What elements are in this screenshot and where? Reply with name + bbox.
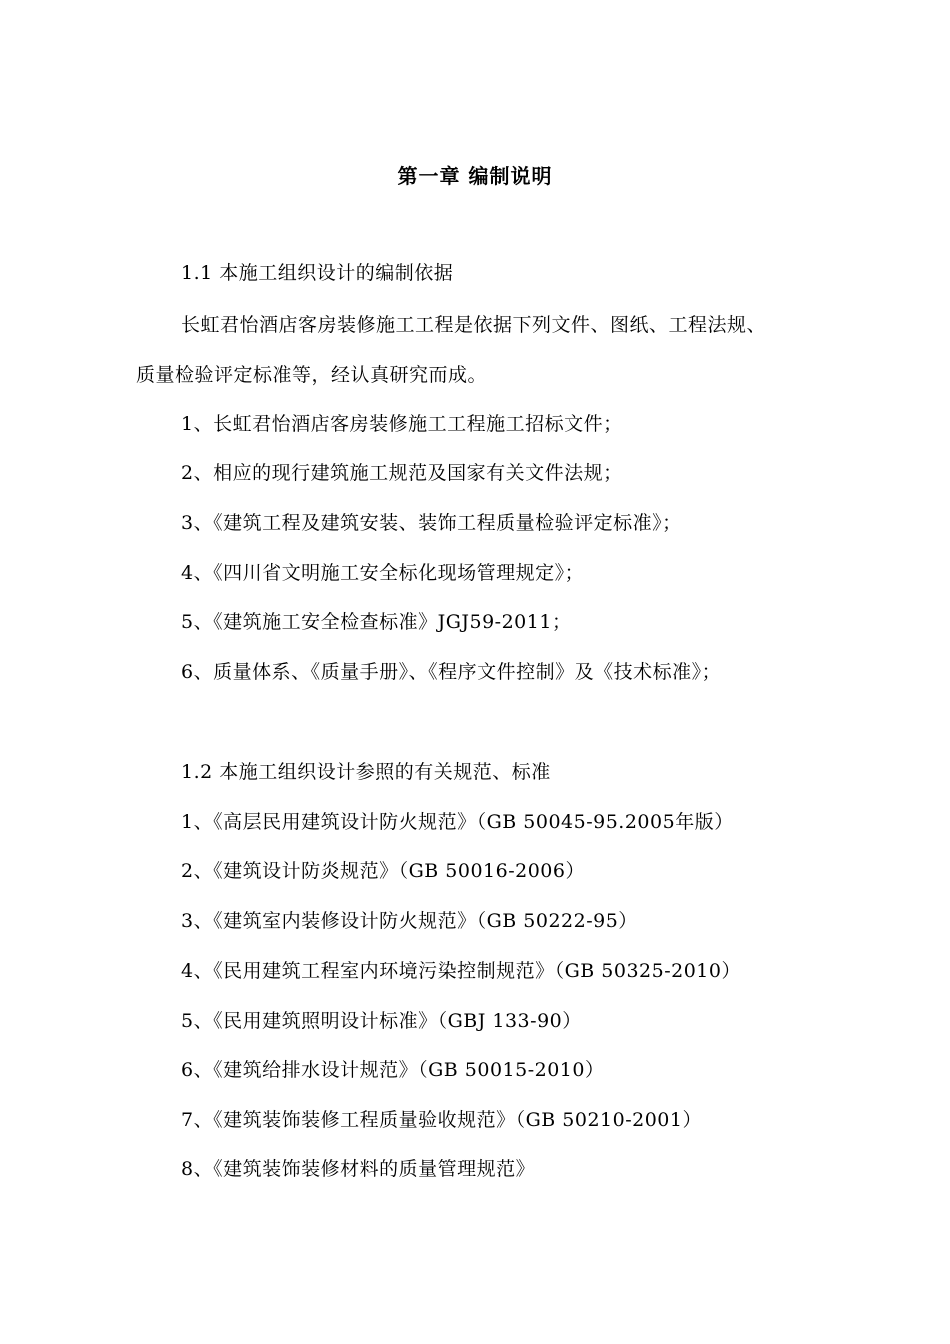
standards-list-item: 5、《民用建筑照明设计标准》（GBJ 133-90） [181,1010,582,1032]
standards-list-item: 8、《建筑装饰装修材料的质量管理规范》 [181,1158,536,1180]
standards-list-item: 7、《建筑装饰装修工程质量验收规范》（GB 50210-2001） [181,1109,702,1131]
standards-list-item: 6、《建筑给排水设计规范》（GB 50015-2010） [181,1059,605,1081]
basis-list-item: 4、《四川省文明施工安全标化现场管理规定》； [181,562,585,584]
section-heading-1-2: 1.2 本施工组织设计参照的有关规范、标准 [181,761,551,783]
section-heading-1-1: 1.1 本施工组织设计的编制依据 [181,262,454,284]
chapter-title: 第一章 编制说明 [397,164,553,188]
basis-list-item: 6、质量体系、《质量手册》、《程序文件控制》及《技术标准》； [181,661,722,683]
standards-list-item: 2、《建筑设计防炎规范》（GB 50016-2006） [181,860,585,882]
basis-list-item: 3、《建筑工程及建筑安装、装饰工程质量检验评定标准》； [181,512,682,534]
basis-list-item: 5、《建筑施工安全检查标准》JGJ59-2011； [181,611,572,633]
standards-list-item: 4、《民用建筑工程室内环境污染控制规范》（GB 50325-2010） [181,960,741,982]
intro-paragraph-line-2: 质量检验评定标准等，经认真研究而成。 [136,364,488,386]
intro-paragraph-line-1: 长虹君怡酒店客房装修施工工程是依据下列文件、图纸、工程法规、 [181,314,767,336]
standards-list-item: 3、《建筑室内装修设计防火规范》（GB 50222-95） [181,910,638,932]
basis-list-item: 2、相应的现行建筑施工规范及国家有关文件法规； [181,462,623,484]
standards-list-item: 1、《高层民用建筑设计防火规范》（GB 50045-95.2005年版） [181,811,734,833]
basis-list-item: 1、长虹君怡酒店客房装修施工工程施工招标文件； [181,413,623,435]
